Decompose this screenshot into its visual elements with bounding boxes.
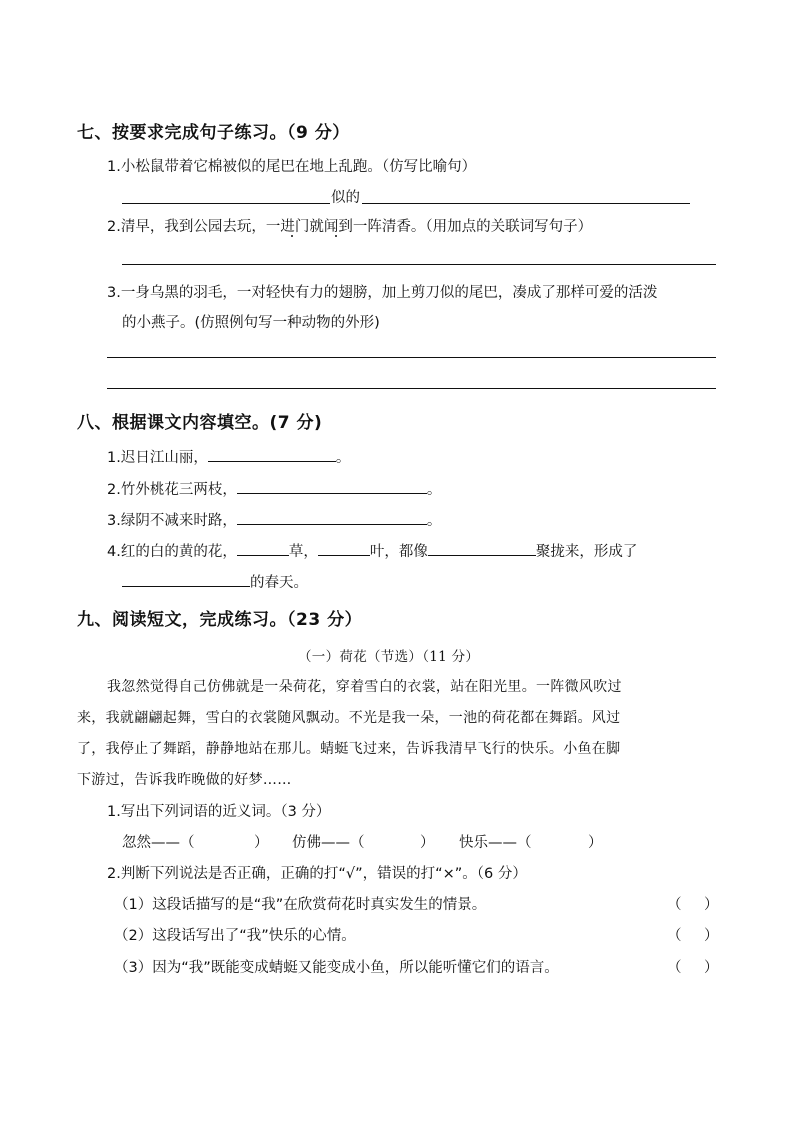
s7-q1-mid: 似的	[331, 190, 360, 206]
s8-item-3-text: 3.绿阴不减来时路，	[107, 513, 237, 529]
s8-q4-w3: 聚拢来，形成了	[535, 544, 638, 560]
passage-line-4: 下游过，告诉我昨晚做的好梦……	[77, 772, 292, 788]
s8-item-3	[107, 509, 441, 530]
passage-line-2: 来，我就翩翩起舞，雪白的衣裳随风飘动。不光是我一朵，一池的荷花都在舞蹈。风过	[77, 710, 621, 726]
emphasis-dot-1	[291, 235, 293, 237]
judge-item-2: （2）这段话写出了“我”快乐的心情。	[114, 928, 356, 944]
s8-q4-end: 的春天。	[250, 575, 308, 591]
s8-item-4-line-2	[122, 571, 308, 592]
judge-paren-2-open: （	[667, 928, 682, 944]
s7-q3-line-1: 3.一身乌黑的羽毛，一对轻快有力的翅膀，加上剪刀似的尾巴，凑成了那样可爱的活泼	[107, 285, 658, 301]
s8-q4-blank-2[interactable]	[318, 540, 370, 556]
s8-item-3-blank[interactable]	[237, 509, 427, 525]
s7-q2-answer-line[interactable]	[122, 264, 716, 265]
s8-item-1	[107, 446, 350, 467]
s7-q2-text	[107, 215, 592, 236]
synonym-word-1: 忽然——（	[122, 835, 195, 851]
s8-q4-blank-4[interactable]	[122, 571, 250, 587]
s9-q2-text: 2.判断下列说法是否正确，正确的打“√”，错误的打“×”。（6 分）	[107, 866, 527, 882]
passage-line-3: 了，我停止了舞蹈，静静地站在那儿。蜻蜓飞过来，告诉我清早飞行的快乐。小鱼在脚	[77, 741, 621, 757]
s7-q3-answer-line-2[interactable]	[107, 388, 716, 389]
s7-q3-answer-line-1[interactable]	[107, 357, 716, 358]
s7-q3-line-2: 的小燕子。(仿照例句写一种动物的外形)	[122, 315, 380, 331]
judge-item-1: （1）这段话描写的是“我”在欣赏荷花时真实发生的情景。	[114, 897, 487, 913]
passage-line-1: 我忽然觉得自己仿佛就是一朵荷花，穿着雪白的衣裳，站在阳光里。一阵微风吹过	[107, 679, 622, 695]
s7-q2-suffix: 闻到一阵清香。（用加点的关联词写句子）	[323, 219, 593, 235]
s7-q1-text: 1.小松鼠带着它棉被似的尾巴在地上乱跑。（仿写比喻句）	[107, 159, 477, 175]
s8-item-1-end: 。	[335, 450, 351, 466]
passage-subtitle: （一）荷花（节选）（11 分）	[298, 649, 480, 665]
s8-q4-w2: 叶，都像	[369, 544, 428, 560]
s8-q4-w1: 草，	[288, 544, 318, 560]
s8-item-1-blank[interactable]	[208, 446, 336, 462]
s7-q1-blank-2[interactable]	[362, 203, 690, 204]
s7-q2-prefix: 2.清早，我到公园去玩，	[107, 219, 266, 235]
s8-q4-blank-3[interactable]	[428, 540, 536, 556]
judge-paren-1-close: ）	[704, 897, 719, 913]
judge-paren-3-open: （	[667, 960, 682, 976]
synonym-close-2: ）	[420, 835, 435, 851]
synonym-close-1: ）	[254, 835, 269, 851]
judge-paren-3-close: ）	[704, 960, 719, 976]
s8-item-2-text: 2.竹外桃花三两枝，	[107, 482, 237, 498]
synonym-close-3: ）	[588, 835, 603, 851]
s7-q2-mid: 进门	[280, 219, 310, 235]
s8-item-2-blank[interactable]	[237, 478, 427, 494]
section-8-heading: 八、根据课文内容填空。(7 分)	[77, 413, 323, 433]
s7-q2-dotted-1: 一	[265, 219, 281, 235]
s8-q4-blank-1[interactable]	[237, 540, 289, 556]
s8-item-1-text: 1.迟日江山丽，	[107, 450, 208, 466]
emphasis-dot-2	[335, 235, 337, 237]
s8-item-4	[107, 540, 637, 561]
s8-item-3-end: 。	[426, 513, 442, 529]
s7-q1-blank-1[interactable]	[122, 203, 330, 204]
judge-paren-1-open: （	[667, 897, 682, 913]
s7-q2-dotted-2: 就	[309, 219, 324, 235]
judge-paren-2-close: ）	[704, 928, 719, 944]
s8-q4-text: 4.红的白的黄的花，	[107, 544, 237, 560]
synonym-word-2: 仿佛——（	[292, 835, 365, 851]
s9-q1-text: 1.写出下列词语的近义词。（3 分）	[107, 804, 331, 820]
synonym-word-3: 快乐——（	[459, 835, 532, 851]
section-7-heading: 七、按要求完成句子练习。（9 分）	[77, 123, 350, 143]
s8-item-2-end: 。	[426, 482, 442, 498]
judge-item-3: （3）因为“我”既能变成蜻蜓又能变成小鱼，所以能听懂它们的语言。	[114, 960, 559, 976]
s8-item-2	[107, 478, 441, 499]
section-9-heading: 九、阅读短文，完成练习。（23 分）	[77, 610, 363, 630]
